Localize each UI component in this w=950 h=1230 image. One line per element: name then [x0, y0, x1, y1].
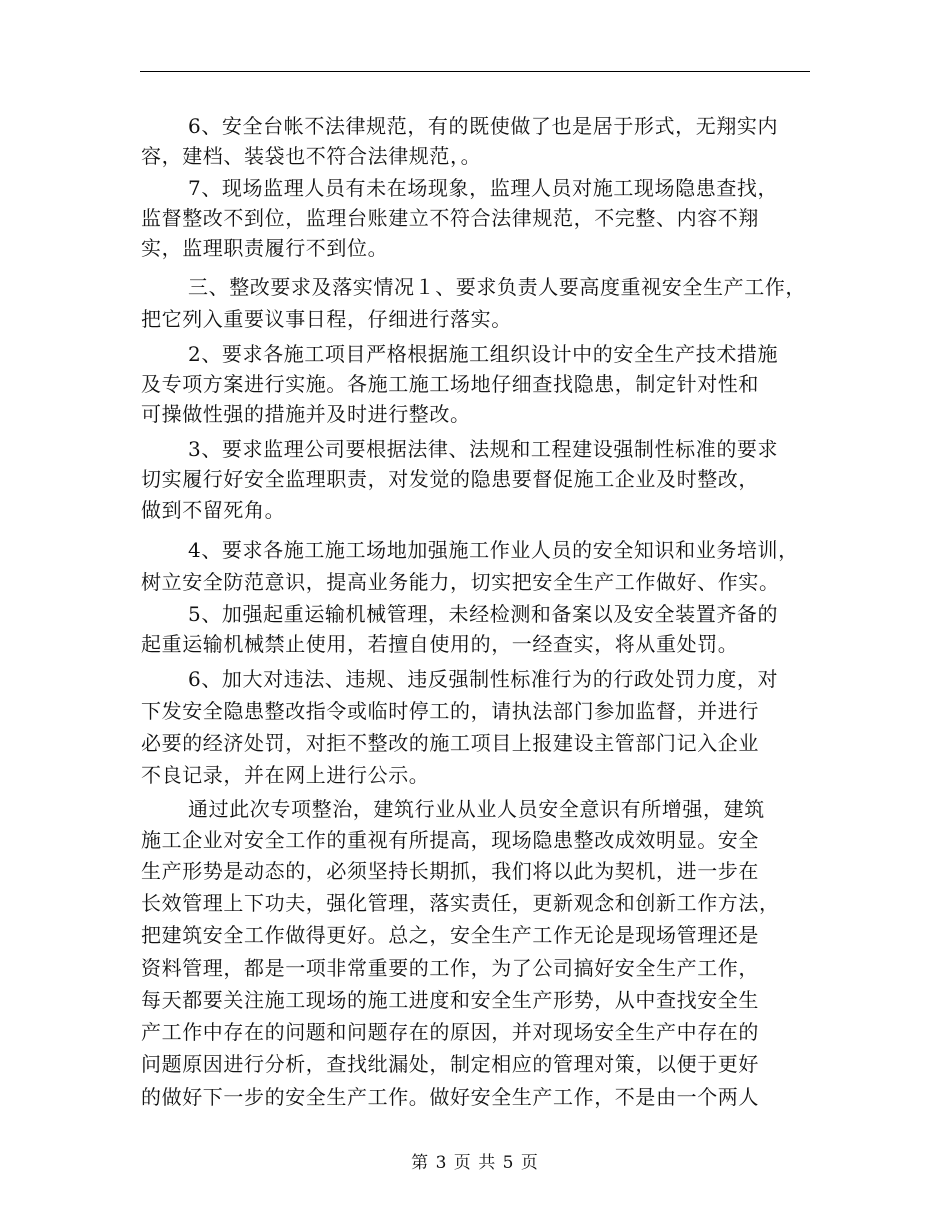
text-line: 施工企业对安全工作的重视有所提高，现场隐患整改成效明显。安全: [141, 828, 759, 852]
text-line: 3、要求监理公司要根据法律、法规和工程建设强制性标准的要求: [188, 437, 779, 461]
text-line: 切实履行好安全监理职责，对发觉的隐患要督促施工企业及时整改，: [141, 467, 759, 491]
page-number: 第 3 页 共 5 页: [411, 1153, 539, 1173]
text-line: 实，监理职责履行不到位。: [141, 236, 389, 260]
text-line: 2、要求各施工项目严格根据施工组织设计中的安全生产技术措施: [188, 342, 779, 366]
text-line: 把建筑安全工作做得更好。总之，安全生产工作无论是现场管理还是: [141, 923, 759, 947]
text-line: 通过此次专项整治，建筑行业从业人员安全意识有所增强，建筑: [188, 797, 765, 821]
text-line: 问题原因进行分析，查找纰漏处，制定相应的管理对策，以便于更好: [141, 1052, 759, 1076]
text-line: 监督整改不到位，监理台账建立不符合法律规范，不完整、内容不翔: [141, 206, 759, 230]
text-line: 生产形势是动态的，必须坚持长期抓，我们将以此为契机，进一步在: [141, 859, 759, 883]
text-line: 长效管理上下功夫，强化管理，落实责任，更新观念和创新工作方法，: [141, 891, 780, 915]
text-line: 必要的经济处罚，对拒不整改的施工项目上报建设主管部门记入企业: [141, 731, 759, 755]
text-line: 7、现场监理人员有未在场现象，监理人员对施工现场隐患查找，: [188, 176, 779, 200]
text-line: 不良记录，并在网上进行公示。: [141, 763, 430, 787]
text-line: 4、要求各施工施工场地加强施工作业人员的安全知识和业务培训，: [188, 538, 799, 562]
text-line: 树立安全防范意识，提高业务能力，切实把安全生产工作做好、作实。: [141, 570, 780, 594]
text-line: 资料管理，都是一项非常重要的工作，为了公司搞好安全生产工作，: [141, 956, 759, 980]
text-line: 三、整改要求及落实情况１、要求负责人要高度重视安全生产工作，: [188, 275, 806, 299]
text-line: 每天都要关注施工现场的施工进度和安全生产形势，从中查找安全生: [141, 988, 759, 1012]
text-line: 6、加大对违法、违规、违反强制性标准行为的行政处罚力度，对: [188, 667, 779, 691]
text-line: 容，建档、装袋也不符合法律规范，。: [141, 144, 482, 168]
text-line: 起重运输机械禁止使用，若擅自使用的，一经查实，将从重处罚。: [141, 632, 739, 656]
text-line: 的做好下一步的安全生产工作。做好安全生产工作，不是由一个两人: [141, 1085, 759, 1109]
text-line: 做到不留死角。: [141, 498, 286, 522]
text-line: 及专项方案进行实施。各施工施工场地仔细查找隐患，制定针对性和: [141, 372, 759, 396]
text-line: 下发安全隐患整改指令或临时停工的，请执法部门参加监督，并进行: [141, 699, 759, 723]
text-line: 产工作中存在的问题和问题存在的原因，并对现场安全生产中存在的: [141, 1020, 759, 1044]
text-line: 可操做性强的措施并及时进行整改。: [141, 402, 471, 426]
text-line: 6、安全台帐不法律规范，有的既使做了也是居于形式，无翔实内: [188, 114, 779, 138]
text-line: 5、加强起重运输机械管理，未经检测和备案以及安全装置齐备的: [188, 602, 779, 626]
text-line: 把它列入重要议事日程，仔细进行落实。: [141, 307, 512, 331]
